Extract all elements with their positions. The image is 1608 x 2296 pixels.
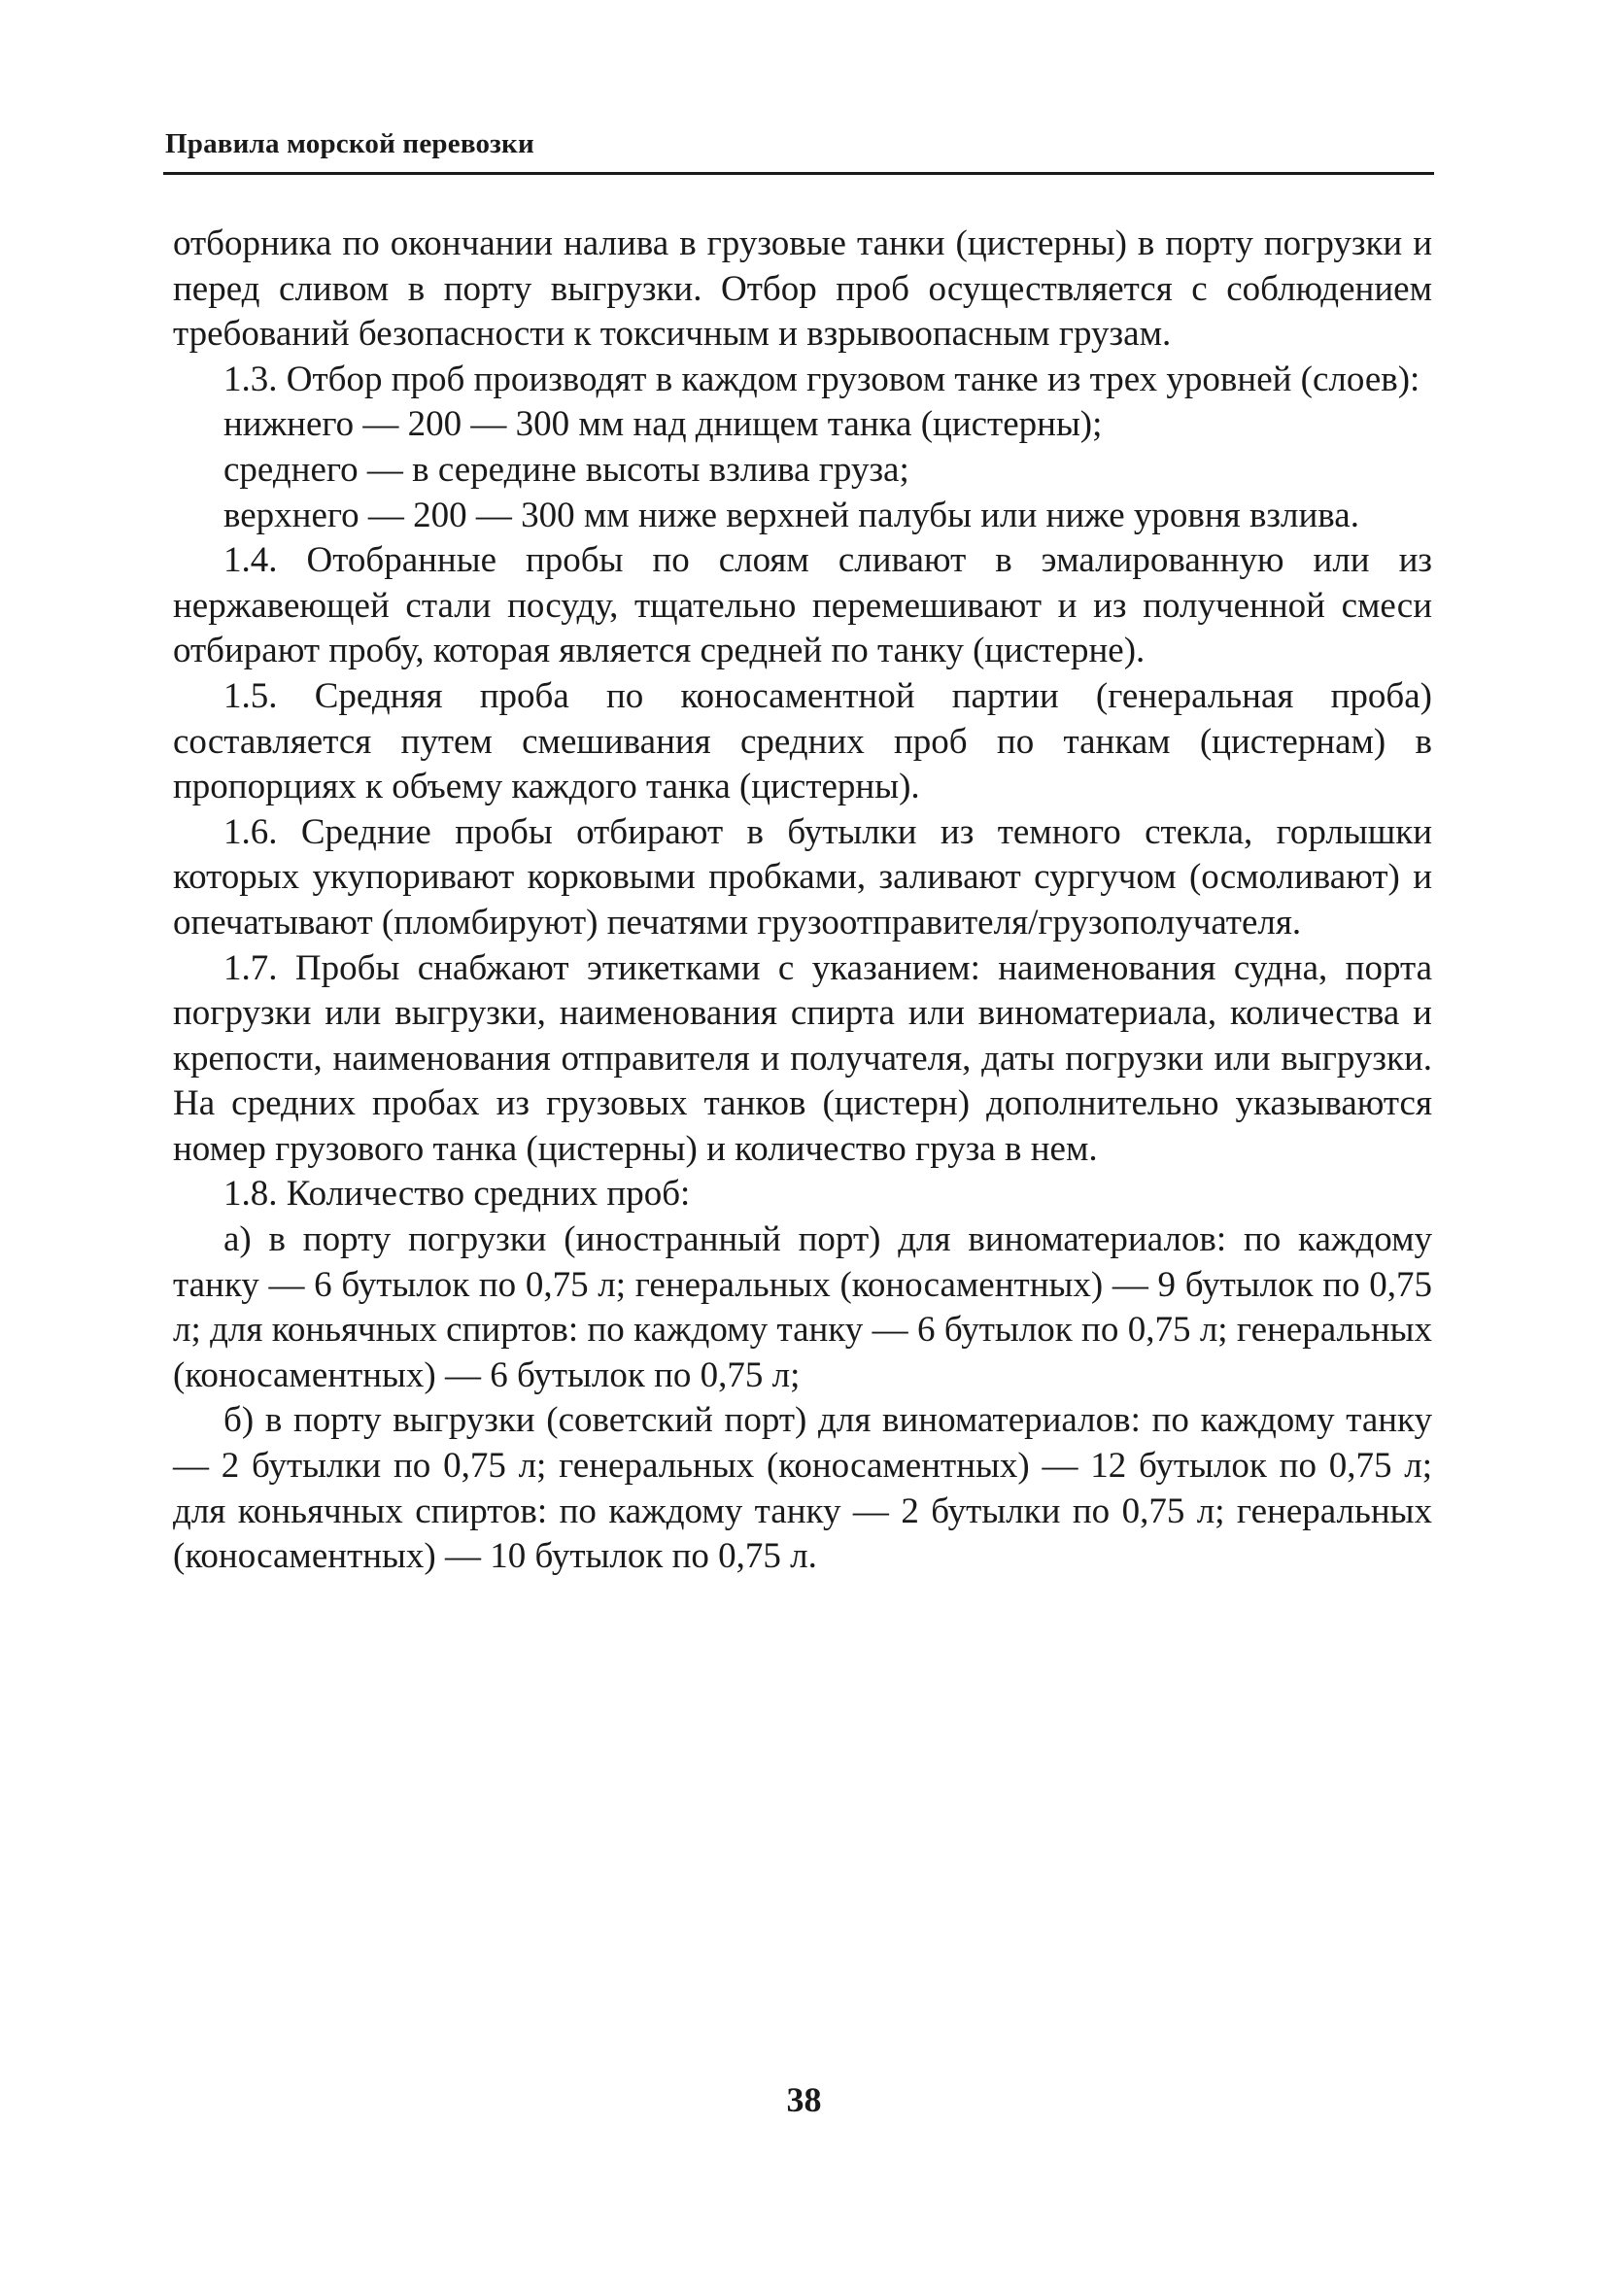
paragraph-continuation: отборника по окончании налива в грузовые танки (цистерны) в порту погрузки и перед сливом в порту выгрузки. Отбор проб осуществляется с соблюдением требований безопасности к токсичным и взрывоопасным грузам. <box>173 223 1432 355</box>
page-number: 38 <box>786 2080 822 2119</box>
list-item-lower-level: нижнего — 200 — 300 мм над днищем танка (цистерны); <box>223 404 1103 445</box>
paragraph-1-8-a: а) в порту погрузки (иностранный порт) для виноматериалов: по каждому танку — 6 бутылок по 0,75 л; генеральных (коносаментных) — 9 бутылок по 0,75 л; для коньячных спиртов: по каждому танку — 6 бутылок по 0,75 л; генеральных (коносаментных) — 6 бутылок по 0,75 л; <box>173 1219 1432 1395</box>
list-item-middle-level: среднего — в середине высоты взлива груза; <box>223 449 909 490</box>
paragraph-1-4: 1.4. Отобранные пробы по слоям сливают в эмалированную или из нержавеющей стали посуду, тщательно перемешивают и из полученной смеси отбирают пробу, которая является средней по танку (цистерне). <box>173 540 1432 671</box>
paragraph-1-6: 1.6. Средние пробы отбирают в бутылки из темного стекла, горлышки которых укупоривают корковыми пробками, заливают сургучом (осмоливают) и опечатывают (пломбируют) печатями грузоотправителя/грузополучателя. <box>173 811 1432 942</box>
paragraph-1-7: 1.7. Пробы снабжают этикетками с указанием: наименования судна, порта погрузки или выгрузки, наименования спирта или виноматериала, количества и крепости, наименования отправителя и получателя, даты погрузки или выгрузки. На средних пробах из грузовых танков (цистерн) дополнительно указываются номер грузового танка (цистерны) и количество груза в нем. <box>173 947 1432 1169</box>
paragraph-1-8-b: б) в порту выгрузки (советский порт) для виноматериалов: по каждому танку — 2 бутылки по 0,75 л; генеральных (коносаментных) — 12 бутылок по 0,75 л; для коньячных спиртов: по каждому танку — 2 бутылки по 0,75 л; генеральных (коносаментных) — 10 бутылок по 0,75 л. <box>173 1400 1432 1577</box>
paragraph-1-5: 1.5. Средняя проба по коносаментной партии (генеральная проба) составляется путем смешивания средних проб по танкам (цистернам) в пропорциях к объему каждого танка (цистерны). <box>173 675 1432 807</box>
list-item-upper-level: верхнего — 200 — 300 мм ниже верхней палубы или ниже уровня взлива. <box>223 495 1359 535</box>
paragraph-1-8: 1.8. Количество средних проб: <box>223 1174 691 1215</box>
running-header: Правила морской перевозки <box>165 128 534 159</box>
header-rule <box>163 172 1434 175</box>
paragraph-1-3: 1.3. Отбор проб производят в каждом грузовом танке из трех уровней (слоев): <box>223 359 1420 399</box>
body-text <box>173 222 1432 1580</box>
